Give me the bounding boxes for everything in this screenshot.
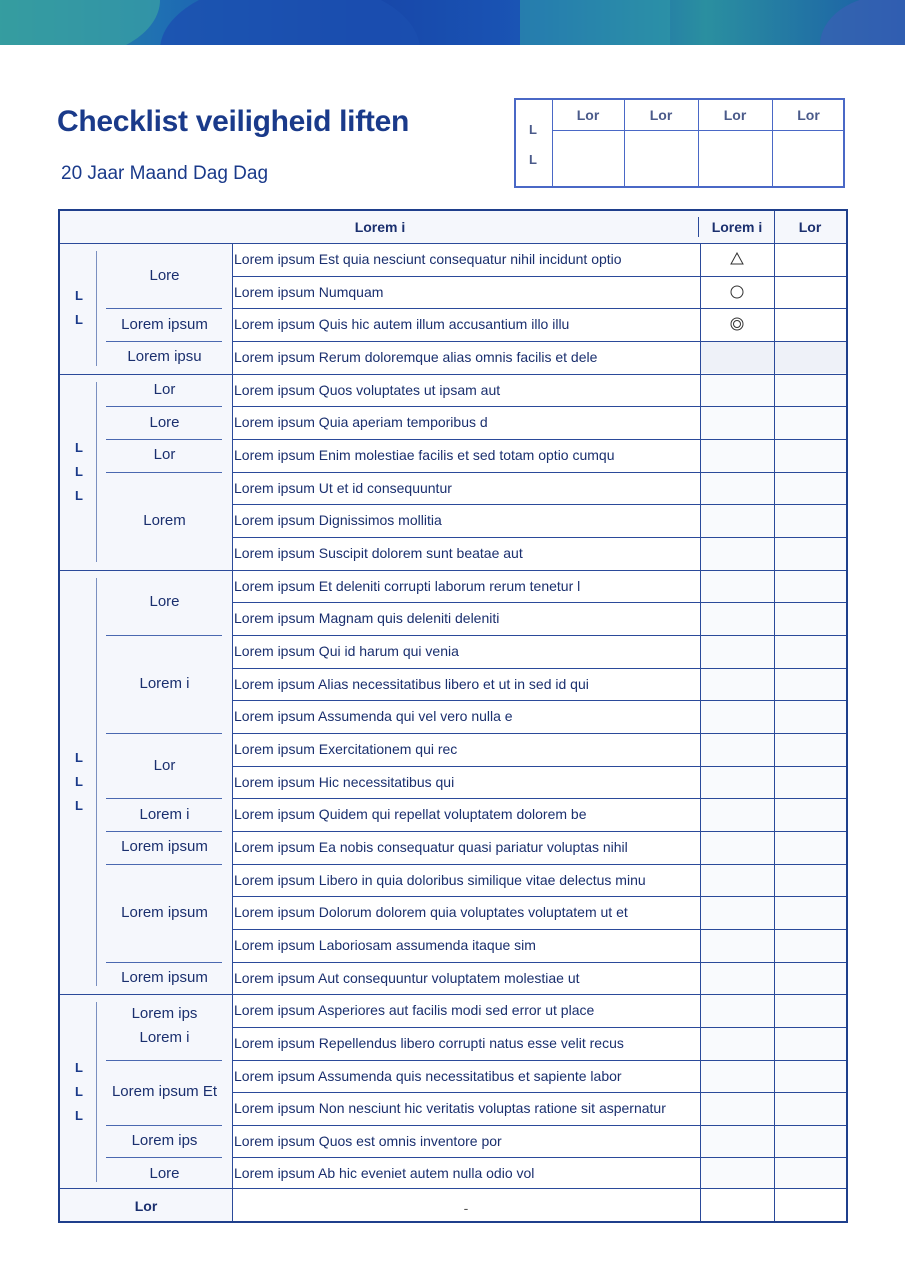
note-cell[interactable]: [775, 505, 846, 536]
note-cell[interactable]: [775, 309, 846, 340]
note-cell[interactable]: [775, 538, 846, 569]
note-cell[interactable]: [775, 669, 846, 700]
stamp-signature-cell[interactable]: [699, 131, 771, 186]
note-cell[interactable]: [775, 1158, 846, 1189]
note-cell[interactable]: [775, 734, 846, 765]
section-label: L: [75, 312, 83, 328]
section-label: L: [75, 288, 83, 304]
group-label: Lorem ipsum: [121, 315, 208, 333]
note-cell[interactable]: [775, 701, 846, 732]
note-cell[interactable]: [775, 767, 846, 798]
note-cell[interactable]: [775, 799, 846, 830]
check-cell[interactable]: [701, 734, 773, 765]
note-cell[interactable]: [775, 407, 846, 438]
note-cell[interactable]: [775, 1126, 846, 1157]
header-main: Lorem i: [354, 219, 406, 235]
checklist-item: Lorem ipsum Quis hic autem illum accusantium illo illu: [234, 316, 570, 333]
group-label: Lore: [149, 593, 180, 611]
section-label: L: [75, 797, 83, 813]
check-cell[interactable]: [701, 799, 773, 830]
checklist-item: Lorem ipsum Assumenda qui vel vero nulla e: [234, 708, 513, 725]
note-cell[interactable]: [775, 1028, 846, 1059]
checklist-item: Lorem ipsum Qui id harum qui venia: [234, 642, 459, 659]
check-cell[interactable]: [701, 571, 773, 602]
group-label: Lor: [153, 380, 176, 398]
note-cell[interactable]: [775, 1093, 846, 1124]
checklist-item: Lorem ipsum Dolorum dolorem quia voluptates voluptatem ut et: [234, 904, 628, 921]
group-label: Lorem: [143, 511, 186, 529]
check-cell[interactable]: [701, 1061, 773, 1092]
header-banner: [0, 0, 905, 45]
group-label: Lorem ipsum Et: [111, 1083, 218, 1101]
checklist-item: Lorem ipsum Asperiores aut facilis modi sed error ut place: [234, 1002, 595, 1019]
checklist-item: Lorem ipsum Magnam quis deleniti deleniti: [234, 610, 500, 627]
check-cell[interactable]: [701, 995, 773, 1026]
stamp-row-label: L: [529, 122, 537, 137]
check-cell[interactable]: [701, 1158, 773, 1189]
approval-stamp-box: [514, 98, 845, 188]
check-cell[interactable]: [701, 473, 773, 504]
checklist-item: Lorem ipsum Hic necessitatibus qui: [234, 773, 455, 790]
group-label: Lor: [153, 756, 176, 774]
note-cell[interactable]: [775, 342, 846, 373]
check-cell[interactable]: [701, 1093, 773, 1124]
group-label: Lorem i: [139, 674, 190, 692]
section-label: L: [75, 773, 83, 789]
checklist-item: Lorem ipsum Non nesciunt hic veritatis voluptas ratione sit aspernatur: [234, 1100, 666, 1117]
page-title: Checklist veiligheid liften: [57, 105, 409, 138]
circle-icon: [730, 285, 744, 299]
stamp-signature-cell[interactable]: [553, 131, 623, 186]
check-cell[interactable]: [701, 603, 773, 634]
checklist-item: Lorem ipsum Alias necessitatibus libero et ut in sed id qui: [234, 675, 589, 692]
checklist-item: Lorem ipsum Aut consequuntur voluptatem molestiae ut: [234, 969, 580, 986]
check-cell[interactable]: [701, 930, 773, 961]
checklist-item: Lorem ipsum Quia aperiam temporibus d: [234, 414, 488, 431]
section-label: L: [75, 749, 83, 765]
stamp-header: Lor: [576, 107, 600, 123]
check-cell[interactable]: [701, 407, 773, 438]
checklist-table: [58, 209, 848, 1223]
stamp-header: Lor: [649, 107, 673, 123]
check-cell[interactable]: [701, 897, 773, 928]
note-cell[interactable]: [775, 1061, 846, 1092]
section-label: L: [75, 1108, 83, 1124]
footer-value: -: [463, 1200, 469, 1216]
stamp-signature-cell[interactable]: [773, 131, 843, 186]
checklist-item: Lorem ipsum Dignissimos mollitia: [234, 512, 442, 529]
header-col-check: Lorem i: [711, 219, 763, 235]
group-label: Lorem ipsum: [121, 838, 208, 856]
check-cell[interactable]: [701, 767, 773, 798]
stamp-label-column: [516, 100, 553, 186]
checklist-item: Lorem ipsum Assumenda quis necessitatibus et sapiente labor: [234, 1067, 622, 1084]
check-cell[interactable]: [701, 342, 773, 373]
stamp-header: Lor: [797, 107, 820, 123]
checklist-item: Lorem ipsum Quos voluptates ut ipsam aut: [234, 381, 501, 398]
checklist-item: Lorem ipsum Laboriosam assumenda itaque sim: [234, 936, 536, 953]
checklist-item: Lorem ipsum Quos est omnis inventore por: [234, 1132, 502, 1149]
section-label: L: [75, 1060, 83, 1076]
checklist-item: Lorem ipsum Exercitationem qui rec: [234, 740, 458, 757]
group-label: Lorem ipsu: [127, 348, 202, 366]
group-label: Lor: [153, 446, 176, 464]
checklist-item: Lorem ipsum Repellendus libero corrupti natus esse velit recus: [234, 1034, 624, 1051]
note-cell[interactable]: [775, 473, 846, 504]
note-cell[interactable]: [775, 930, 846, 961]
group-label: Lorem ipsum: [121, 903, 208, 921]
checklist-item: Lorem ipsum Libero in quia doloribus similique vitae delectus minu: [234, 871, 646, 888]
section-label: L: [75, 439, 83, 455]
group-label: Lore: [149, 1164, 180, 1182]
note-cell[interactable]: [775, 244, 846, 275]
section-label: L: [75, 487, 83, 503]
group-label: Lore: [149, 413, 180, 431]
check-cell[interactable]: [701, 538, 773, 569]
group-label: Lorem i: [139, 1028, 190, 1046]
check-cell[interactable]: [701, 375, 773, 406]
checklist-item: Lorem ipsum Et deleniti corrupti laborum rerum tenetur l: [234, 577, 581, 594]
group-label: Lore: [149, 266, 180, 284]
checklist-item: Lorem ipsum Est quia nesciunt consequatur nihil incidunt optio: [234, 251, 622, 267]
double-circle-icon: [730, 317, 744, 331]
checklist-item: Lorem ipsum Ut et id consequuntur: [234, 479, 452, 496]
group-label: Lorem ips: [131, 1004, 198, 1022]
footer-label: Lor: [134, 1198, 158, 1214]
note-cell[interactable]: [775, 865, 846, 896]
note-cell[interactable]: [775, 440, 846, 471]
note-cell[interactable]: [775, 375, 846, 406]
note-cell[interactable]: [775, 963, 846, 994]
checklist-item: Lorem ipsum Ab hic eveniet autem nulla odio vol: [234, 1165, 535, 1182]
note-cell[interactable]: [775, 571, 846, 602]
triangle-icon: [730, 252, 744, 266]
checklist-item: Lorem ipsum Rerum doloremque alias omnis facilis et dele: [234, 348, 598, 365]
check-cell[interactable]: [701, 636, 773, 667]
checklist-item: Lorem ipsum Quidem qui repellat voluptatem dolorem be: [234, 806, 587, 823]
checklist-item: Lorem ipsum Ea nobis consequatur quasi pariatur voluptas nihil: [234, 838, 628, 855]
note-cell[interactable]: [775, 277, 846, 308]
group-label: Lorem ipsum: [121, 968, 208, 986]
section-label: L: [75, 1084, 83, 1100]
check-cell[interactable]: [701, 669, 773, 700]
check-cell[interactable]: [701, 832, 773, 863]
date-line: 20 Jaar Maand Dag Dag: [61, 163, 269, 184]
note-cell[interactable]: [775, 995, 846, 1026]
check-cell[interactable]: [701, 440, 773, 471]
checklist-item: Lorem ipsum Enim molestiae facilis et sed totam optio cumqu: [234, 446, 615, 463]
stamp-header: Lor: [723, 107, 747, 123]
note-cell[interactable]: [775, 832, 846, 863]
check-cell[interactable]: [701, 701, 773, 732]
group-label: Lorem ips: [131, 1132, 198, 1150]
check-cell[interactable]: [701, 1028, 773, 1059]
group-label: Lorem i: [139, 805, 190, 823]
checklist-item: Lorem ipsum Suscipit dolorem sunt beatae aut: [234, 544, 523, 561]
check-cell[interactable]: [701, 865, 773, 896]
note-cell[interactable]: [775, 897, 846, 928]
section-label: L: [75, 463, 83, 479]
note-cell[interactable]: [775, 603, 846, 634]
check-cell[interactable]: [701, 963, 773, 994]
stamp-signature-cell[interactable]: [625, 131, 697, 186]
header-col-note: Lor: [798, 219, 822, 235]
note-cell[interactable]: [775, 636, 846, 667]
check-cell[interactable]: [701, 505, 773, 536]
checklist-item: Lorem ipsum Numquam: [234, 283, 384, 300]
check-cell[interactable]: [701, 1126, 773, 1157]
stamp-row-label: L: [529, 152, 537, 167]
